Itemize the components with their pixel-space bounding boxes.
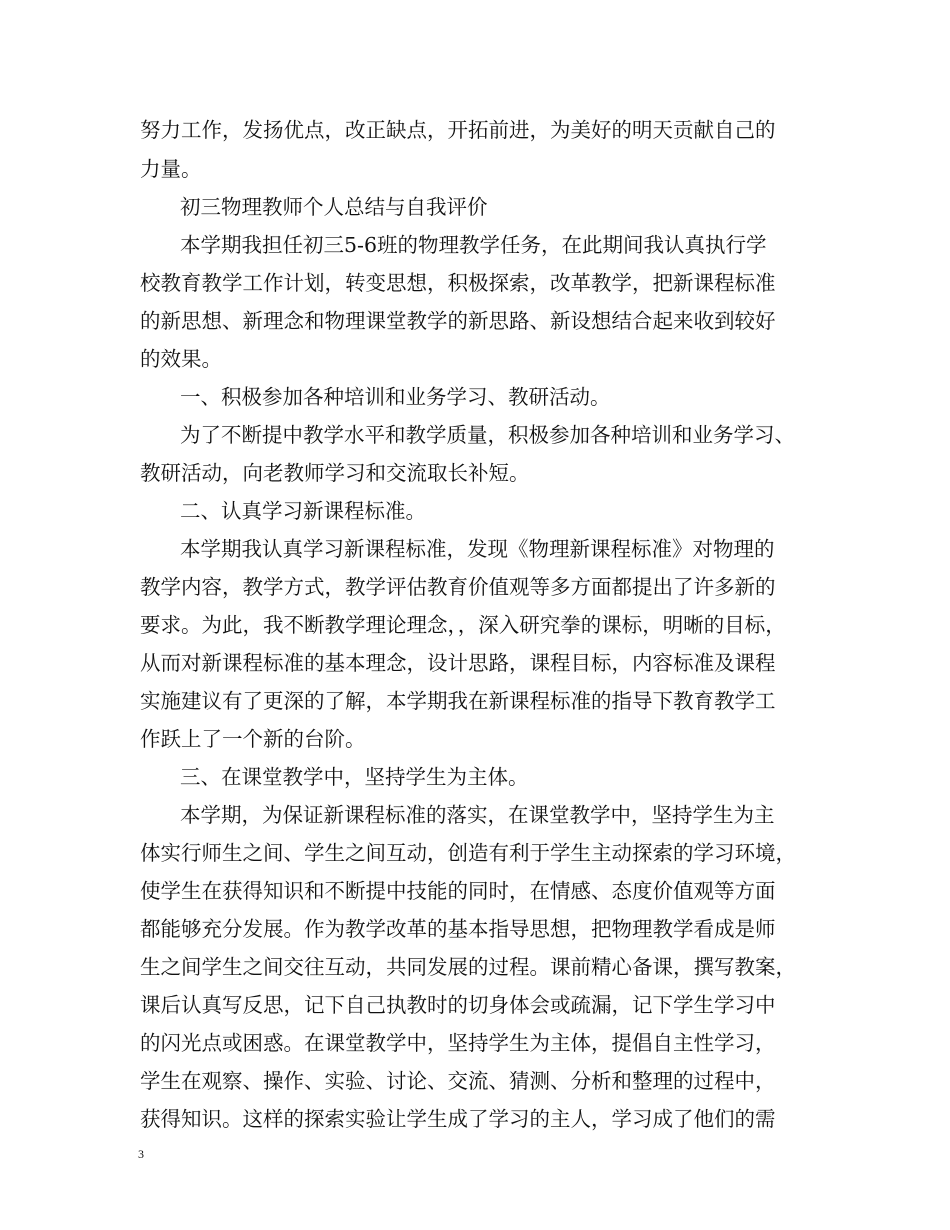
text-line: 教学内容，教学方式，教学评估教育价值观等多方面都提出了许多新的 xyxy=(140,575,776,599)
text-line: 从而对新课程标准的基本理念，设计思路，课程目标，内容标准及课程 xyxy=(140,651,776,675)
text-line: 力量。 xyxy=(140,157,202,181)
text-line: 使学生在获得知识和不断提中技能的同时，在情感、态度价值观等方面 xyxy=(140,879,776,903)
text-line: 为了不断提中教学水平和教学质量，积极参加各种培训和业务学习、 xyxy=(180,423,795,447)
text-line: 生之间学生之间交往互动，共同发展的过程。课前精心备课，撰写教案， xyxy=(140,955,796,979)
text-line: 课后认真写反思，记下自己执教时的切身体会或疏漏，记下学生学习中 xyxy=(140,993,776,1017)
text-line: 的闪光点或困惑。在课堂教学中，坚持学生为主体，提倡自主性学习， xyxy=(140,1031,776,1055)
text-line: 的新思想、新理念和物理课堂教学的新思路、新设想结合起来收到较好 xyxy=(140,309,776,333)
section-heading: 二、认真学习新课程标准。 xyxy=(180,499,426,523)
section-heading: 一、积极参加各种培训和业务学习、教研活动。 xyxy=(180,385,611,409)
section-title: 初三物理教师个人总结与自我评价 xyxy=(180,195,488,219)
text-line: 体实行师生之间、学生之间互动，创造有利于学生主动探索的学习环境， xyxy=(140,841,796,865)
text-line: 实施建议有了更深的了解，本学期我在新课程标准的指导下教育教学工 xyxy=(140,689,776,713)
page-number: 3 xyxy=(138,1147,144,1161)
text-line: 要求。为此，我不断教学理论理念，，深入研究拳的课标，明晰的目标， xyxy=(140,613,786,637)
text-line: 本学期我担任初三5-6班的物理教学任务，在此期间我认真执行学 xyxy=(180,233,767,257)
text-line: 都能够充分发展。作为教学改革的基本指导思想，把物理教学看成是师 xyxy=(140,917,776,941)
text-line: 学生在观察、操作、实验、讨论、交流、猜测、分析和整理的过程中， xyxy=(140,1069,776,1093)
section-heading: 三、在课堂教学中，坚持学生为主体。 xyxy=(180,765,529,789)
text-line: 的效果。 xyxy=(140,347,222,371)
text-line: 作跃上了一个新的台阶。 xyxy=(140,727,366,751)
text-line: 努力工作，发扬优点，改正缺点，开拓前进，为美好的明天贡献自己的 xyxy=(140,118,776,142)
text-line: 本学期我认真学习新课程标准，发现《物理新课程标准》对物理的 xyxy=(180,537,775,561)
text-line: 教研活动，向老教师学习和交流取长补短。 xyxy=(140,461,530,485)
text-line: 获得知识。这样的探索实验让学生成了学习的主人，学习成了他们的需 xyxy=(140,1107,776,1131)
text-line: 校教育教学工作计划，转变思想，积极探索，改革教学，把新课程标准 xyxy=(140,271,776,295)
text-line: 本学期，为保证新课程标准的落实，在课堂教学中，坚持学生为主 xyxy=(180,803,775,827)
